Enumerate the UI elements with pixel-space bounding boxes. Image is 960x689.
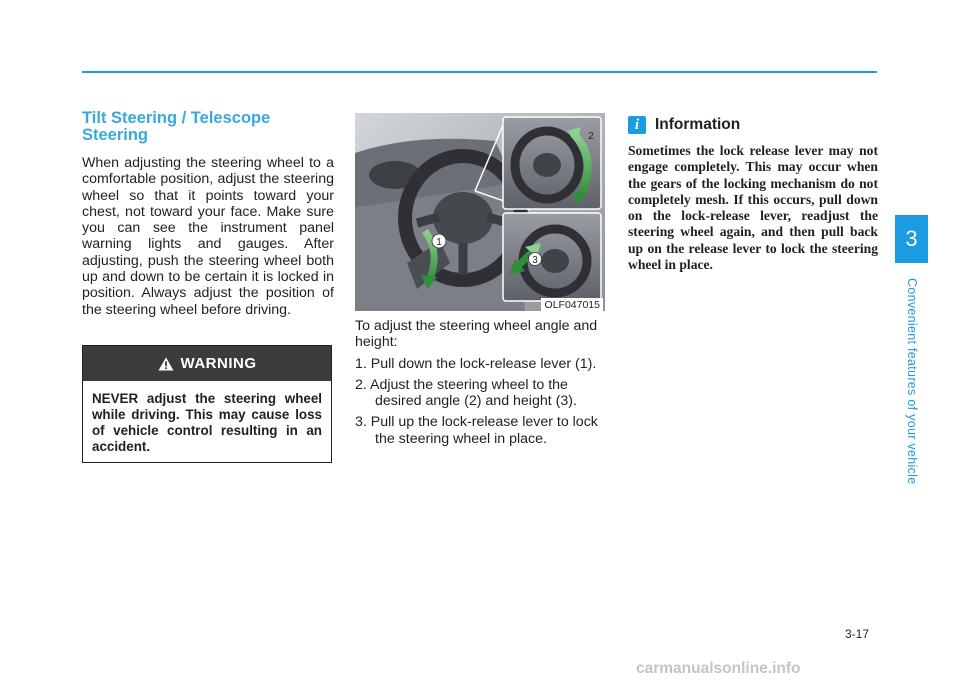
section-title-line1: Tilt Steering / Telescope (82, 109, 271, 127)
section-paragraph: When adjusting the steering wheel to a comfortable position, adjust the steering wheel so that it points toward your chest, not toward your face. Make sure you can see the instrument panel warning lights and gauges. After adjusting, push the steering wheel both up and down to be certain it is locked in position. Always adjust the position of the steering wheel before driving. (82, 155, 334, 318)
information-icon: i (628, 116, 646, 134)
procedure-steps (355, 356, 605, 447)
procedure-step-2: 2. Adjust the steering wheel to the desired angle (2) and height (3). (355, 376, 577, 410)
chapter-tab: 3 (895, 215, 928, 263)
procedure-column (355, 318, 605, 452)
chapter-title: Convenient features of your vehicle (905, 277, 919, 485)
warning-triangle-icon (158, 357, 174, 371)
information-title: Information (655, 116, 741, 133)
page-number: 3-17 (845, 627, 870, 641)
steering-wheel-illustration (355, 113, 605, 311)
steering-figure (355, 113, 605, 311)
callout-3: 3 (532, 255, 538, 266)
section-title-line2: Steering (82, 126, 149, 144)
information-header (628, 116, 740, 134)
callout-2: 2 (588, 131, 594, 142)
section-column (82, 110, 334, 318)
information-text: Sometimes the lock release lever may not engage completely. This may occur when the gears of the locking mechanism do not completely mesh. If this occurs, pull down on the lock-release lever, readjust the steering wheel again, and then pull back up on the release lever to lock the steering wheel in place. (628, 143, 878, 273)
procedure-intro: To adjust the steering wheel angle and height: (355, 318, 598, 351)
procedure-step-3: 3. Pull up the lock-release lever to lock the steering wheel in place. (355, 414, 598, 447)
watermark: carmanualsonline.info (636, 660, 801, 677)
chapter-title-vertical (900, 267, 924, 495)
procedure-step-1: 1. Pull down the lock-release lever (1). (355, 355, 597, 372)
warning-label: WARNING (180, 355, 257, 372)
warning-text: NEVER adjust the steering wheel while driving. This may cause loss of vehicle control resulting in an accident. (92, 391, 322, 454)
header-rule (82, 71, 877, 73)
warning-box (82, 345, 332, 463)
section-title (82, 110, 334, 144)
figure-code: OLF047015 (541, 298, 603, 311)
warning-header (83, 346, 331, 381)
callout-1: 1 (436, 237, 442, 248)
